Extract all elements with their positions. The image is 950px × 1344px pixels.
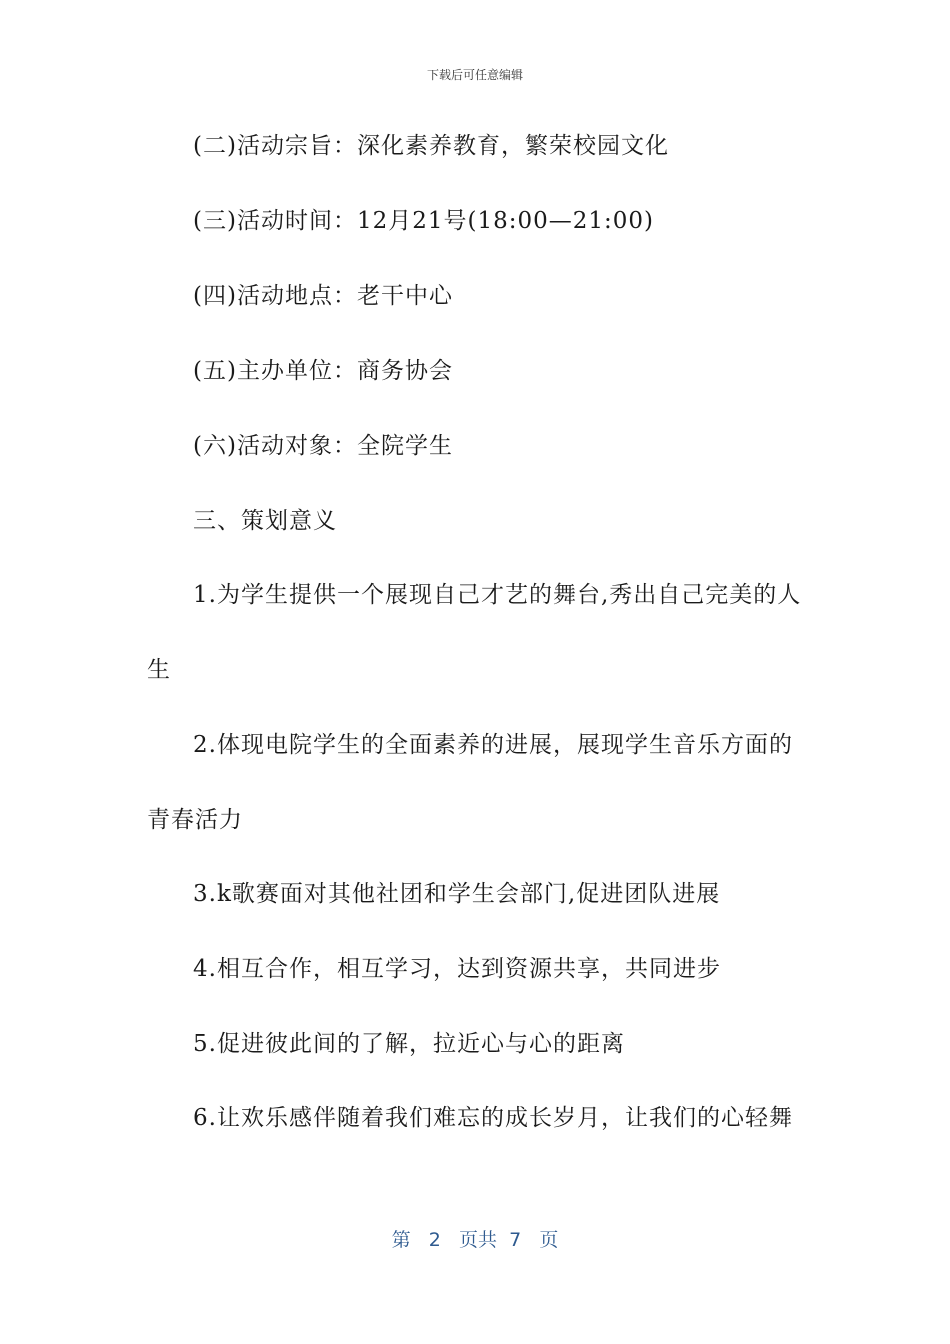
section-heading-significance: 三、策划意义 bbox=[193, 508, 337, 534]
text-line-point-6: 6.让欢乐感伴随着我们难忘的成长岁月，让我们的心轻舞 bbox=[193, 1105, 793, 1131]
footer-middle: 页共 bbox=[459, 1229, 498, 1251]
footer-prefix: 第 bbox=[391, 1229, 411, 1251]
header-note: 下载后可任意编辑 bbox=[426, 68, 523, 82]
text-line-point-1-cont: 生 bbox=[147, 657, 171, 683]
text-line-audience: (六)活动对象：全院学生 bbox=[193, 433, 453, 459]
text-line-point-2: 2.体现电院学生的全面素养的进展，展现学生音乐方面的 bbox=[193, 732, 793, 758]
footer-suffix: 页 bbox=[539, 1229, 559, 1251]
text-line-organizer: (五)主办单位：商务协会 bbox=[193, 358, 453, 384]
text-line-location: (四)活动地点：老干中心 bbox=[193, 283, 453, 309]
footer-total-pages: 7 bbox=[509, 1229, 522, 1251]
text-line-point-3: 3.k歌赛面对其他社团和学生会部门,促进团队进展 bbox=[193, 881, 721, 907]
text-line-point-5: 5.促进彼此间的了解，拉近心与心的距离 bbox=[193, 1031, 625, 1057]
page-number-footer bbox=[0, 1225, 950, 1252]
text-line-point-2-cont: 青春活力 bbox=[147, 807, 243, 833]
text-line-point-4: 4.相互合作，相互学习，达到资源共享，共同进步 bbox=[193, 956, 721, 982]
text-line-point-1: 1.为学生提供一个展现自己才艺的舞台,秀出自己完美的人 bbox=[193, 582, 802, 608]
text-line-purpose: (二)活动宗旨：深化素养教育，繁荣校园文化 bbox=[193, 133, 669, 159]
footer-current-page: 2 bbox=[428, 1229, 441, 1251]
text-line-time: (三)活动时间：12月21号(18:00—21:00) bbox=[193, 208, 654, 234]
